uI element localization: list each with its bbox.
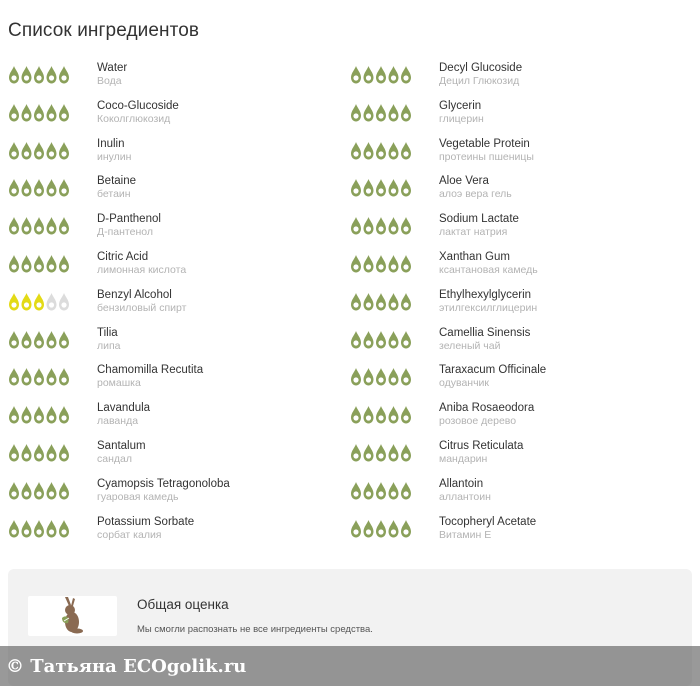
safety-rating: [8, 141, 72, 161]
ingredient-name: Cyamopsis Tetragonoloba: [97, 477, 230, 490]
ingredient-names: [97, 477, 230, 504]
rating-drop-icon: [389, 179, 399, 197]
rating-drop-icon: [47, 179, 57, 197]
ingredient-item: [8, 212, 338, 250]
rating-drop-icon: [401, 179, 411, 197]
ingredient-item: [350, 401, 680, 439]
rating-drop-icon: [59, 406, 69, 424]
safety-rating: [350, 216, 414, 236]
rating-drop-icon: [364, 368, 374, 386]
watermark-bar: [0, 646, 700, 686]
safety-rating: [350, 141, 414, 161]
safety-rating: [8, 443, 72, 463]
ingredient-name: Aniba Rosaeodora: [439, 402, 535, 415]
ingredient-names: [97, 250, 186, 277]
rating-drop-icon: [22, 293, 32, 311]
rating-drop-icon: [364, 331, 374, 349]
rating-drop-icon: [59, 142, 69, 160]
rating-drop-icon: [351, 255, 361, 273]
ingredient-name-ru: лимонная кислота: [97, 263, 187, 276]
safety-rating: [8, 405, 72, 425]
ingredient-item: [8, 401, 338, 439]
overall-rating-text: Мы смогли распознать не все ингредиенты средства.: [137, 624, 373, 635]
ingredient-names: [97, 515, 194, 542]
ingredient-name: Camellia Sinensis: [439, 326, 531, 339]
rating-drop-icon: [22, 444, 32, 462]
rating-drop-icon: [376, 482, 386, 500]
ingredient-name: Tilia: [97, 326, 118, 339]
ingredient-item: [350, 250, 680, 288]
ingredient-item: [350, 174, 680, 212]
rating-drop-icon: [22, 66, 32, 84]
safety-rating: [8, 481, 72, 501]
rating-drop-icon: [9, 142, 19, 160]
rating-drop-icon: [47, 104, 57, 122]
rating-drop-icon: [47, 217, 57, 235]
ingredient-item: [8, 137, 338, 175]
ingredient-item: [8, 288, 338, 326]
rating-drop-icon: [59, 293, 69, 311]
rating-drop-icon: [401, 104, 411, 122]
rating-drop-icon: [34, 482, 44, 500]
ingredient-item: [350, 137, 680, 175]
ingredient-item: [8, 250, 338, 288]
ingredient-names: [97, 137, 131, 164]
safety-rating: [350, 330, 414, 350]
rating-drop-icon: [351, 217, 361, 235]
rating-drop-icon: [376, 142, 386, 160]
safety-rating: [8, 292, 72, 312]
rating-drop-icon: [351, 142, 361, 160]
rating-drop-icon: [364, 255, 374, 273]
rating-drop-icon: [376, 293, 386, 311]
ingredient-name: Decyl Glucoside: [439, 62, 523, 74]
ingredient-item: [350, 99, 680, 137]
ingredient-name-ru: бетаин: [97, 188, 131, 201]
rating-drop-icon: [351, 179, 361, 197]
rating-drop-icon: [389, 217, 399, 235]
rating-drop-icon: [401, 217, 411, 235]
ingredient-names: [439, 363, 546, 390]
rating-drop-icon: [376, 331, 386, 349]
rating-drop-icon: [22, 179, 32, 197]
ingredient-name: Aloe Vera: [439, 175, 489, 188]
rating-drop-icon: [389, 520, 399, 538]
rating-drop-icon: [47, 331, 57, 349]
rating-drop-icon: [59, 331, 69, 349]
rating-drop-icon: [47, 66, 57, 84]
ingredient-item: [8, 174, 338, 212]
ingredient-name-ru: бензиловый спирт: [97, 301, 187, 314]
ingredient-name-ru: инулин: [97, 150, 132, 163]
rating-drop-icon: [389, 104, 399, 122]
safety-rating: [350, 481, 414, 501]
rating-drop-icon: [389, 331, 399, 349]
rating-drop-icon: [34, 368, 44, 386]
ingredient-name-ru: сандал: [97, 452, 132, 465]
ingredient-names: [439, 174, 512, 201]
rating-drop-icon: [59, 482, 69, 500]
ingredient-name-ru: одуванчик: [439, 377, 490, 390]
ingredient-name: Water: [97, 62, 128, 74]
ingredient-name-ru: Коколглюкозид: [97, 112, 171, 125]
ingredient-name: Lavandula: [97, 402, 151, 415]
ingredient-name-ru: аллантоин: [439, 490, 491, 503]
rating-drop-icon: [364, 293, 374, 311]
rating-drop-icon: [401, 142, 411, 160]
rating-drop-icon: [364, 66, 374, 84]
ingredient-names: [439, 288, 537, 315]
rating-drop-icon: [22, 406, 32, 424]
rating-drop-icon: [364, 142, 374, 160]
ingredient-name-ru: Д-пантенол: [97, 226, 153, 239]
safety-rating: [350, 178, 414, 198]
ingredient-names: [97, 288, 186, 315]
rating-drop-icon: [389, 66, 399, 84]
ingredient-item: [350, 439, 680, 477]
ingredient-names: [97, 99, 179, 126]
safety-rating: [350, 367, 414, 387]
ingredient-item: [350, 212, 680, 250]
ingredient-name: Benzyl Alcohol: [97, 288, 172, 301]
rating-drop-icon: [351, 406, 361, 424]
safety-rating: [350, 65, 414, 85]
rating-drop-icon: [351, 66, 361, 84]
rabbit-icon: [28, 596, 117, 636]
rating-drop-icon: [9, 368, 19, 386]
ingredient-name-ru: алоэ вера гель: [439, 188, 512, 201]
ingredient-names: [97, 212, 161, 239]
ingredient-name-ru: липа: [97, 339, 121, 352]
safety-rating: [350, 443, 414, 463]
safety-rating: [8, 178, 72, 198]
rabbit-logo: [28, 596, 117, 636]
ingredient-item: [350, 515, 680, 553]
watermark-text: © Татьяна ECOgolik.ru: [6, 656, 247, 677]
rating-drop-icon: [47, 482, 57, 500]
ingredient-names: [97, 174, 136, 201]
rating-drop-icon: [34, 104, 44, 122]
rating-drop-icon: [364, 179, 374, 197]
rating-drop-icon: [34, 520, 44, 538]
ingredient-names: [439, 250, 538, 277]
rating-drop-icon: [401, 255, 411, 273]
rating-drop-icon: [389, 142, 399, 160]
ingredient-name: Potassium Sorbate: [97, 515, 195, 528]
rating-drop-icon: [364, 104, 374, 122]
ingredient-name: D-Panthenol: [97, 213, 161, 226]
rating-drop-icon: [34, 255, 44, 273]
ingredient-name: Tocopheryl Acetate: [439, 515, 537, 528]
ingredient-name-ru: ромашка: [97, 377, 141, 390]
rating-drop-icon: [401, 520, 411, 538]
rating-drop-icon: [34, 331, 44, 349]
rating-drop-icon: [22, 482, 32, 500]
ingredient-item: [350, 61, 680, 99]
rating-drop-icon: [47, 293, 57, 311]
ingredient-names: [439, 212, 519, 239]
safety-rating: [8, 103, 72, 123]
rating-drop-icon: [47, 142, 57, 160]
rating-drop-icon: [47, 368, 57, 386]
ingredient-names: [97, 401, 150, 428]
rating-drop-icon: [376, 104, 386, 122]
ingredient-names: [439, 439, 523, 466]
rating-drop-icon: [9, 104, 19, 122]
safety-rating: [8, 65, 72, 85]
ingredient-name-ru: лактат натрия: [439, 226, 508, 239]
rating-drop-icon: [47, 444, 57, 462]
safety-rating: [8, 254, 72, 274]
rating-drop-icon: [34, 406, 44, 424]
ingredient-name: Taraxacum Officinale: [439, 364, 547, 377]
ingredients-column-left: [8, 61, 338, 552]
rating-drop-icon: [22, 104, 32, 122]
ingredient-name-ru: лаванда: [97, 415, 139, 428]
rating-drop-icon: [376, 66, 386, 84]
rating-drop-icon: [351, 293, 361, 311]
rating-drop-icon: [22, 217, 32, 235]
rating-drop-icon: [351, 482, 361, 500]
rating-drop-icon: [9, 331, 19, 349]
rating-drop-icon: [9, 217, 19, 235]
rating-drop-icon: [22, 520, 32, 538]
rating-drop-icon: [376, 520, 386, 538]
ingredient-names: [97, 61, 127, 88]
rating-drop-icon: [401, 293, 411, 311]
ingredient-names: [439, 99, 484, 126]
ingredient-name-ru: сорбат калия: [97, 528, 162, 541]
ingredient-name: Citric Acid: [97, 250, 149, 263]
rating-drop-icon: [351, 331, 361, 349]
ingredient-name-ru: Витамин Е: [439, 528, 492, 541]
rating-drop-icon: [34, 444, 44, 462]
rating-drop-icon: [364, 482, 374, 500]
rating-drop-icon: [389, 255, 399, 273]
rating-drop-icon: [376, 217, 386, 235]
rating-drop-icon: [9, 444, 19, 462]
rating-drop-icon: [9, 66, 19, 84]
rating-drop-icon: [351, 444, 361, 462]
ingredient-item: [350, 363, 680, 401]
rating-drop-icon: [9, 520, 19, 538]
ingredient-names: [439, 61, 522, 88]
ingredient-name-ru: гуаровая камедь: [97, 490, 179, 503]
rating-drop-icon: [389, 368, 399, 386]
ingredient-item: [350, 288, 680, 326]
ingredient-names: [439, 477, 491, 504]
safety-rating: [8, 519, 72, 539]
overall-rating-title: Общая оценка: [137, 597, 229, 612]
rating-drop-icon: [59, 255, 69, 273]
ingredient-name-ru: этилгексилглицерин: [439, 301, 538, 314]
rating-drop-icon: [59, 444, 69, 462]
ingredient-names: [439, 326, 530, 353]
safety-rating: [8, 367, 72, 387]
ingredient-name: Santalum: [97, 439, 146, 452]
ingredient-item: [8, 439, 338, 477]
ingredient-name: Citrus Reticulata: [439, 439, 524, 452]
ingredient-names: [439, 515, 536, 542]
rating-drop-icon: [22, 255, 32, 273]
rating-drop-icon: [376, 444, 386, 462]
ingredient-item: [8, 61, 338, 99]
ingredient-name-ru: Вода: [97, 75, 122, 87]
ingredients-column-right: [350, 61, 680, 552]
rating-drop-icon: [47, 255, 57, 273]
rating-drop-icon: [59, 217, 69, 235]
rating-drop-icon: [34, 66, 44, 84]
ingredient-name-ru: ксантановая камедь: [439, 263, 538, 276]
rating-drop-icon: [351, 368, 361, 386]
rating-drop-icon: [401, 444, 411, 462]
safety-rating: [350, 103, 414, 123]
rating-drop-icon: [401, 368, 411, 386]
rating-drop-icon: [389, 406, 399, 424]
rating-drop-icon: [9, 255, 19, 273]
ingredient-name: Inulin: [97, 137, 125, 150]
rating-drop-icon: [59, 179, 69, 197]
rating-drop-icon: [401, 406, 411, 424]
ingredient-name-ru: зеленый чай: [439, 339, 501, 352]
rating-drop-icon: [9, 482, 19, 500]
rating-drop-icon: [22, 331, 32, 349]
rating-drop-icon: [22, 142, 32, 160]
rating-drop-icon: [34, 293, 44, 311]
ingredient-item: [8, 99, 338, 137]
rating-drop-icon: [389, 482, 399, 500]
rating-drop-icon: [351, 520, 361, 538]
safety-rating: [350, 292, 414, 312]
ingredient-name: Vegetable Protein: [439, 137, 530, 150]
rating-drop-icon: [34, 179, 44, 197]
rating-drop-icon: [47, 406, 57, 424]
ingredient-name: Betaine: [97, 175, 137, 188]
rating-drop-icon: [59, 66, 69, 84]
ingredient-names: [97, 439, 146, 466]
rating-drop-icon: [351, 104, 361, 122]
safety-rating: [350, 254, 414, 274]
rating-drop-icon: [376, 179, 386, 197]
safety-rating: [350, 519, 414, 539]
rating-drop-icon: [389, 444, 399, 462]
rating-drop-icon: [376, 368, 386, 386]
rating-drop-icon: [59, 368, 69, 386]
rating-drop-icon: [389, 293, 399, 311]
safety-rating: [8, 216, 72, 236]
ingredient-name-ru: глицерин: [439, 112, 484, 125]
ingredient-names: [439, 137, 534, 164]
ingredient-item: [8, 515, 338, 553]
rating-drop-icon: [59, 104, 69, 122]
rating-drop-icon: [22, 368, 32, 386]
ingredient-name-ru: розовое дерево: [439, 415, 517, 428]
safety-rating: [8, 330, 72, 350]
safety-rating: [350, 405, 414, 425]
rating-drop-icon: [47, 520, 57, 538]
ingredient-names: [97, 363, 203, 390]
rating-drop-icon: [401, 66, 411, 84]
rating-drop-icon: [34, 142, 44, 160]
ingredient-name: Sodium Lactate: [439, 213, 519, 226]
ingredient-name-ru: мандарин: [439, 452, 488, 465]
rating-drop-icon: [9, 293, 19, 311]
ingredient-name: Coco-Glucoside: [97, 99, 179, 112]
page-title: Список ингредиентов: [8, 20, 200, 41]
ingredient-names: [439, 401, 534, 428]
rating-drop-icon: [34, 217, 44, 235]
rating-drop-icon: [9, 406, 19, 424]
rating-drop-icon: [364, 217, 374, 235]
rating-drop-icon: [59, 520, 69, 538]
ingredient-name: Glycerin: [439, 99, 482, 112]
rating-drop-icon: [401, 482, 411, 500]
rating-drop-icon: [376, 255, 386, 273]
ingredient-names: [97, 326, 121, 353]
ingredient-name-ru: протеины пшеницы: [439, 150, 534, 163]
rating-drop-icon: [364, 406, 374, 424]
ingredient-item: [8, 477, 338, 515]
ingredient-name: Allantoin: [439, 477, 484, 490]
ingredient-item: [350, 326, 680, 364]
rating-drop-icon: [364, 444, 374, 462]
rating-drop-icon: [9, 179, 19, 197]
ingredient-item: [8, 363, 338, 401]
ingredient-item: [350, 477, 680, 515]
ingredient-name-ru: Децил Глюкозид: [439, 75, 520, 87]
ingredient-name: Ethylhexylglycerin: [439, 288, 532, 301]
ingredient-item: [8, 326, 338, 364]
rating-drop-icon: [401, 331, 411, 349]
rating-drop-icon: [376, 406, 386, 424]
ingredient-name: Chamomilla Recutita: [97, 364, 204, 377]
rating-drop-icon: [364, 520, 374, 538]
ingredient-name: Xanthan Gum: [439, 250, 510, 263]
